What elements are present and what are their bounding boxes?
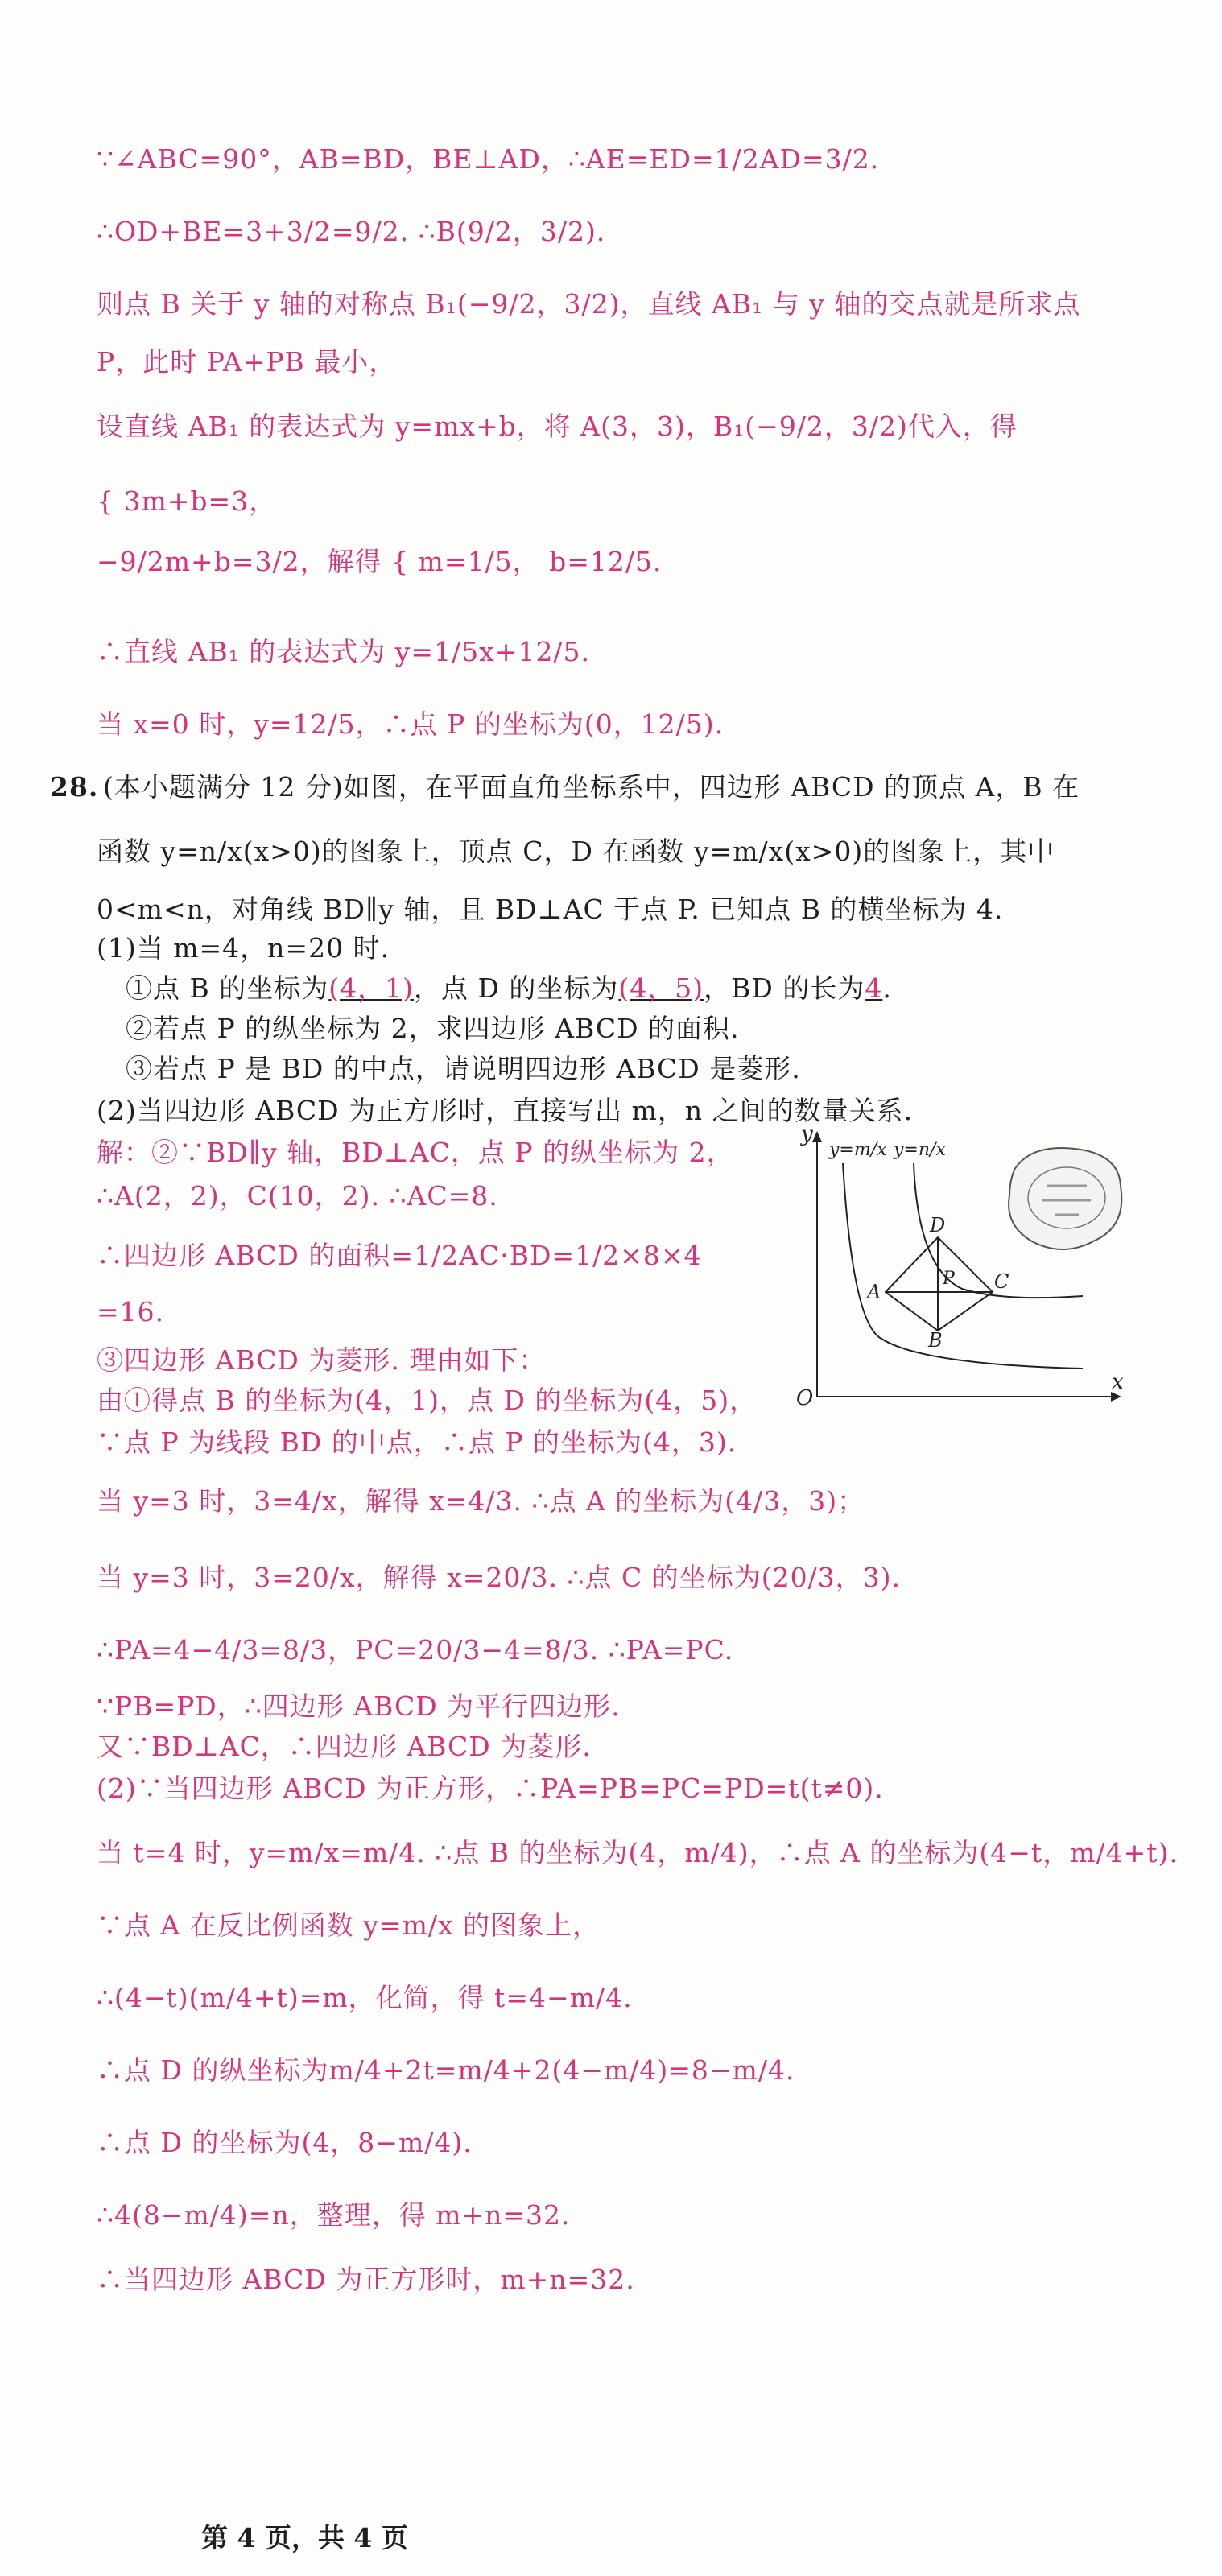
solution-line: 则点 B 关于 y 轴的对称点 B₁(−9/2，3/2)，直线 AB₁ 与 y 轴的交点就是所求点 — [97, 288, 1081, 320]
solution-line: ∴当四边形 ABCD 为正方形时，m+n=32. — [97, 2264, 635, 2295]
solution-line: 又∵BD⊥AC，∴四边形 ABCD 为菱形. — [97, 1731, 592, 1762]
solution-line: 设直线 AB₁ 的表达式为 y=mx+b，将 A(3，3)，B₁(−9/2，3/2)代入，得 — [97, 411, 1018, 442]
problem-number: 28. — [50, 771, 99, 803]
curve-m-label: y=m/x — [829, 1140, 887, 1160]
page-footer: 第 4 页，共 4 页 — [201, 2522, 408, 2553]
origin-label: O — [796, 1386, 814, 1410]
solution-line: ∵PB=PD，∴四边形 ABCD 为平行四边形. — [97, 1690, 621, 1722]
q1-end: . — [882, 972, 892, 1004]
solution-line: ③四边形 ABCD 为菱形. 理由如下： — [97, 1344, 547, 1376]
solution-line: ∵点 A 在反比例函数 y=m/x 的图象上， — [97, 1909, 601, 1941]
solution-line: 解：②∵BD∥y 轴，BD⊥AC，点 P 的纵坐标为 2， — [97, 1137, 734, 1168]
question-part-2: (2)当四边形 ABCD 为正方形时，直接写出 m，n 之间的数量关系. — [97, 1095, 914, 1126]
solution-line: ∴点 D 的纵坐标为m/4+2t=m/4+2(4−m/4)=8−m/4. — [97, 2054, 795, 2086]
solution-line: =16. — [97, 1296, 165, 1327]
point-p-label: P — [943, 1269, 955, 1289]
solution-line: ∴A(2，2)，C(10，2). ∴AC=8. — [97, 1180, 498, 1212]
q1-prefix: ①点 B 的坐标为 — [126, 972, 329, 1004]
q1-answer-b: (4，1) — [328, 972, 414, 1004]
solution-line: 当 t=4 时，y=m/x=m/4. ∴点 B 的坐标为(4，m/4)，∴点 A 的坐标为(4−t，m/4+t). — [97, 1837, 1179, 1868]
solution-line: 由①得点 B 的坐标为(4，1)，点 D 的坐标为(4，5)， — [97, 1385, 758, 1416]
point-d-label: D — [930, 1214, 946, 1236]
solution-line: ∴直线 AB₁ 的表达式为 y=1/5x+12/5. — [97, 636, 591, 667]
point-b-label: B — [928, 1329, 943, 1352]
problem-statement: 函数 y=n/x(x>0)的图象上，顶点 C，D 在函数 y=m/x(x>0)的图象上，其中 — [97, 836, 1055, 867]
solution-line: (2)∵当四边形 ABCD 为正方形，∴PA=PB=PC=PD=t(t≠0). — [97, 1773, 884, 1804]
system-equation-line: { 3m+b=3， — [97, 485, 277, 517]
problem-statement: 0<m<n，对角线 BD∥y 轴，且 BD⊥AC 于点 P. 已知点 B 的横坐标为 4. — [97, 894, 1004, 925]
solution-line: ∴四边形 ABCD 的面积=1/2AC·BD=1/2×8×4 — [97, 1240, 702, 1271]
point-a-label: A — [867, 1281, 881, 1303]
q1-mid: ，点 D 的坐标为 — [413, 972, 619, 1004]
solution-line: ∴OD+BE=3+3/2=9/2. ∴B(9/2，3/2). — [97, 216, 606, 247]
solution-line: ∴PA=4−4/3=8/3，PC=20/3−4=8/3. ∴PA=PC. — [97, 1634, 734, 1666]
stamp-graphic — [998, 1137, 1131, 1258]
y-axis-label: y — [801, 1123, 813, 1146]
system-equation-line: −9/2m+b=3/2，解得 { m=1/5， b=12/5. — [97, 546, 663, 577]
q1-mid2: ，BD 的长为 — [704, 972, 865, 1004]
solution-line: 当 y=3 时，3=20/x，解得 x=20/3. ∴点 C 的坐标为(20/3，3). — [97, 1562, 902, 1593]
point-c-label: C — [994, 1270, 1009, 1293]
quadrilateral-abcd — [886, 1237, 993, 1331]
problem-part-1: (1)当 m=4，n=20 时. — [97, 932, 390, 964]
question-3: ③若点 P 是 BD 的中点，请说明四边形 ABCD 是菱形. — [126, 1053, 801, 1084]
curve-n-label: y=n/x — [894, 1140, 946, 1160]
y-axis-arrow — [812, 1131, 822, 1142]
problem-statement: (本小题满分 12 分)如图，在平面直角坐标系中，四边形 ABCD 的顶点 A，B 在 — [103, 771, 1080, 803]
q1-answer-bd: 4 — [865, 972, 883, 1004]
solution-line: 当 x=0 时，y=12/5，∴点 P 的坐标为(0，12/5). — [97, 708, 725, 740]
solution-line: ∴点 D 的坐标为(4，8−m/4). — [97, 2127, 473, 2158]
solution-line: ∵∠ABC=90°，AB=BD，BE⊥AD，∴AE=ED=1/2AD=3/2. — [97, 143, 880, 175]
solution-line: ∴4(8−m/4)=n，整理，得 m+n=32. — [97, 2199, 571, 2231]
x-axis-label: x — [1112, 1370, 1124, 1394]
solution-line: 当 y=3 时，3=4/x，解得 x=4/3. ∴点 A 的坐标为(4/3，3)； — [97, 1485, 865, 1517]
solution-line: ∴(4−t)(m/4+t)=m，化简，得 t=4−m/4. — [97, 1982, 633, 2013]
question-2: ②若点 P 的纵坐标为 2，求四边形 ABCD 的面积. — [126, 1013, 740, 1044]
q1-answer-d: (4，5) — [618, 972, 704, 1004]
solution-line: P，此时 PA+PB 最小， — [97, 346, 397, 378]
question-1 — [126, 972, 892, 1005]
solution-line: ∵点 P 为线段 BD 的中点，∴点 P 的坐标为(4，3). — [97, 1426, 737, 1458]
